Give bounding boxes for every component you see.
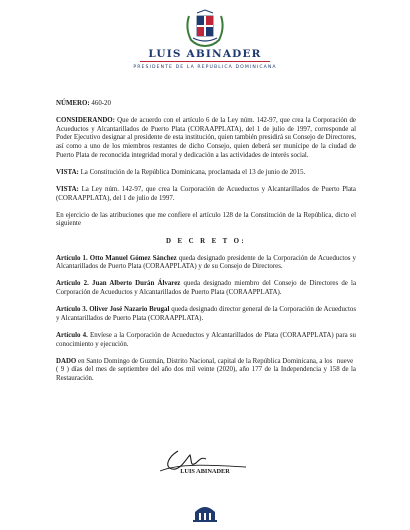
article-2-text: queda designado miembro del Consejo de Directores de la Corporación de Acueductos y Alcantarillados de Puerto Plata (CORAAPPLATA). — [56, 280, 357, 297]
article-2-label: Artículo 2. Juan Alberto Durán Álvarez — [56, 280, 181, 288]
vista-law-paragraph — [56, 186, 356, 203]
article-3-label: Artículo 3. Oliver José Nazario Brugal — [56, 306, 170, 314]
article-1-text: queda designado presidente de la Corporación de Acueductos y Alcantarillados de Puerto Plata (CORAAPPLATA) y de su Consejo de Directores. — [56, 254, 356, 271]
decree-number — [56, 100, 356, 109]
article-3 — [56, 306, 356, 323]
dado-day-word: nueve — [336, 357, 354, 365]
considerando-label: CONSIDERANDO: — [56, 117, 115, 125]
footer-building-icon — [191, 500, 219, 522]
ejercicio-paragraph: En ejercicio de las atribuciones que me confiere el artículo 128 de la Constitución de la República, dicto el siguiente — [56, 211, 356, 228]
vista-label: VISTA: — [56, 168, 79, 176]
header-divider — [140, 61, 270, 62]
signature-name: LUIS ABINADER — [180, 468, 230, 475]
article-4 — [56, 332, 356, 349]
article-1-label: Artículo 1. Otto Manuel Gómez Sánchez — [56, 254, 177, 262]
article-4-label: Artículo 4. — [56, 332, 88, 340]
dado-paragraph — [56, 358, 356, 384]
decree-number-value: 460-20 — [91, 100, 111, 107]
dado-day-number: ( 9 ) — [56, 366, 69, 374]
article-2 — [56, 280, 356, 297]
president-title-header: PRESIDENTE DE LA REPÚBLICA DOMINICANA — [133, 65, 277, 70]
dado-label: DADO — [56, 357, 77, 365]
article-1 — [56, 255, 356, 272]
coat-of-arms-icon — [183, 8, 227, 48]
article-3-text: queda designado director general de la Corporación de Acueductos y Alcantarillados de Puerto Plata (CORAAPPLATA). — [56, 306, 356, 322]
decree-number-label: NÚMERO: — [56, 100, 90, 107]
decreto-heading: D E C R E T O: — [165, 237, 247, 245]
vista-constitution-text: La Constitución de la República Dominicana, proclamada el 13 de junio de 2015. — [80, 168, 306, 176]
decree-body — [56, 100, 356, 392]
considerando-text: Que de acuerdo con el artículo 6 de la Ley núm. 142-97, que crea la Corporación de Acueductos y Alcantarillados de Puerto Plata (CORAAPPLATA), del 1 de julio de 1997, corresponde al Poder Ejecutivo designar al presidente de esta institución, quien también presidirá su Consejo de Directores, así como a uno de los miembros restantes de dicho Consejo, quien deberá ser munícipe de la ciudad de Puerto Plata de reconocida integridad moral y dedicación a las actividades de interés social. — [56, 117, 356, 159]
vista-law-text: La Ley núm. 142-97, que crea la Corporación de Acueductos y Alcantarillados de Puerto Plata (CORAAPPLATA), del 1 de julio de 1997. — [56, 185, 356, 202]
dado-text-start: en Santo Domingo de Guzmán, Distrito Nacional, capital de la República Dominicana, a los — [78, 357, 333, 365]
considerando-paragraph — [56, 117, 356, 160]
president-name-header: LUIS ABINADER — [148, 48, 262, 60]
dado-text-end: días del mes de septiembre del año dos mil veinte (2020), año 177 de la Independencia y 158 de la Restauración. — [56, 366, 356, 382]
vista-label: VISTA: — [56, 185, 79, 193]
article-4-text: Envíese a la Corporación de Acueductos y Alcantarillados de Plata (CORAAPPLATA) para su conocimiento y ejecución. — [56, 332, 356, 348]
vista-constitution-paragraph — [56, 169, 356, 178]
